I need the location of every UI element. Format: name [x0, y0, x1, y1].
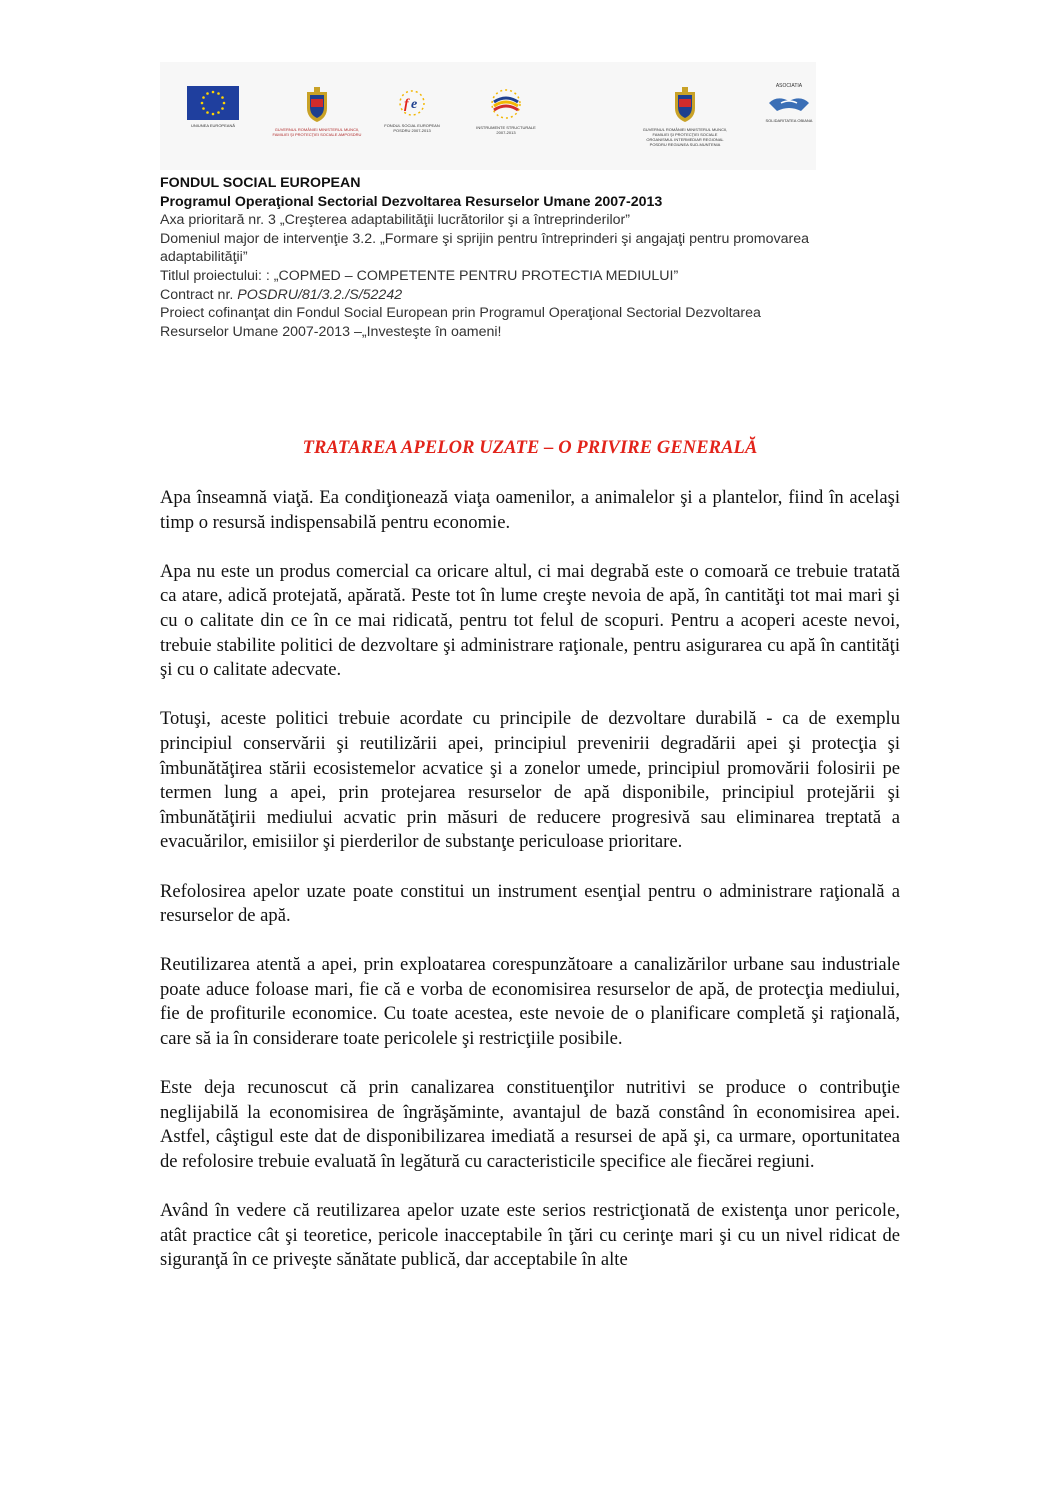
- romania-government-logo: [272, 86, 362, 137]
- cofinancing-line2: Resurselor Umane 2007-2013 –„Investeşte în oameni!: [160, 323, 502, 340]
- fse-logo: [382, 86, 442, 133]
- handshake-icon: [767, 91, 811, 115]
- romania-regional-caption: GUVERNUL ROMÂNIEI MINISTERUL MUNCII, FAMILIEI ŞI PROTECŢIEI SOCIALE ORGANISMUL INTERMEDIAR REGIONAL POSDRU REGIUNEA SUD-MUNTENIA: [642, 127, 728, 147]
- svg-text:e: e: [411, 97, 418, 112]
- fse-icon: [395, 86, 429, 120]
- fse-caption: FONDUL SOCIAL EUROPEAN POSDRU 2007-2013: [384, 123, 440, 133]
- structural-instruments-caption: INSTRUMENTE STRUCTURALE 2007-2013: [476, 125, 536, 135]
- paragraph: Apa nu este un produs comercial ca oricare altul, ci mai degrabă este o comoară ce trebuie tratată ca atare, adică protejată, apărată. Peste tot în lume creşte nevoia de apă, în cantităţi tot mai mari şi cu o calitate din ce în ce mai ridicată, pentru tot felul de scopuri. Pentru a acoperi aceste nevoi, trebuie stabilite politici de dezvoltare şi administrare raţionale, pentru asigurarea cu apă în cantităţi şi cu o calitate adecvate.: [160, 560, 900, 681]
- fund-name: FONDUL SOCIAL EUROPEAN: [160, 175, 361, 191]
- program-name: Programul Operaţional Sectorial Dezvoltarea Resurselor Umane 2007-2013: [160, 193, 663, 210]
- svg-text:f: f: [404, 97, 409, 112]
- eu-flag-caption: UNIUNEA EUROPEANĂ: [190, 123, 235, 128]
- intervention-domain-line1: Domeniul major de intervenţie 3.2. „Formare şi sprijin pentru întreprinderi şi angajaţi pentru promovarea: [160, 230, 809, 247]
- coat-of-arms-icon: [303, 86, 331, 124]
- document-body: [160, 486, 900, 1298]
- paragraph: Refolosirea apelor uzate poate constitui un instrument esenţial pentru o administrare raţională a resurselor de apă.: [160, 880, 900, 927]
- contract-label: Contract nr.: [160, 286, 238, 303]
- program-header: [160, 174, 920, 341]
- contract-number: POSDRU/81/3.2./S/52242: [237, 286, 403, 303]
- romania-regional-logo: [642, 86, 728, 147]
- contract-number-line: [160, 286, 920, 305]
- eu-flag-logo: [182, 86, 244, 128]
- paragraph: Apa înseamnă viaţă. Ea condiţionează viaţa oamenilor, a animalelor şi a plantelor, fiind în acelaşi timp o resursă indispensabilă pentru economie.: [160, 487, 900, 533]
- priority-axis: Axa prioritară nr. 3 „Creşterea adaptabilităţii lucrătorilor şi a întreprinderilor”: [160, 212, 630, 229]
- asociatia-caption: SOLIDARITATEA OBIANA: [765, 118, 813, 123]
- document-title: TRATAREA APELOR UZATE – O PRIVIRE GENERALĂ: [302, 438, 758, 458]
- paragraph: Totuşi, aceste politici trebuie acordate cu principile de dezvoltare durabilă - ca de exemplu principiul conservării şi reutilizării apei, principiul prevenirii degradării apei şi protecţia şi îmbunătăţirea stării ecosistemelor acvatice şi a zonelor umede, principiul promovării folosirii pe termen lung a apei, prin protejarea resurselor de apă disponibile, principiul protejării şi îmbunătăţirii mediului acvatic prin măsuri de reducere progresivă sau eliminarea treptată a evacuărilor, emisiilor şi pierderilor de substanţe periculoase prioritare.: [160, 708, 900, 853]
- intervention-domain-line2: adaptabilităţii”: [160, 249, 248, 266]
- structural-instruments-logo: [474, 86, 538, 135]
- project-title: Titlul proiectului: : „COPMED – COMPETENTE PENTRU PROTECTIA MEDIULUI”: [160, 267, 679, 284]
- cofinancing-line1: Proiect cofinanţat din Fondul Social European prin Programul Operaţional Sectorial Dezvoltarea: [160, 305, 761, 322]
- paragraph: Este deja recunoscut că prin canalizarea constituenţilor nutritivi se produce o contribuţie neglijabilă la economisirea de îngrăşăminte, avantajul de bază constând în economisirea apei. Astfel, câştigul este dat de disponibilizarea imediată a resursei de apă şi, ca urmare, oportunitatea de refolosire trebuie evaluată în legătură cu caracteristicile specifice ale fiecărei regiuni.: [160, 1077, 900, 1173]
- paragraph: Având în vedere că reutilizarea apelor uzate este serios restricţionată de existenţa unor pericole, atât practice cât şi teoretice, pericole inacceptabile în ţări cu cerinţe mari şi cu un nivel ridicat de siguranţă în ce priveşte sănătate publică, dar acceptabile în alte: [160, 1200, 900, 1271]
- structural-instruments-icon: [486, 86, 526, 122]
- romania-government-caption: GUVERNUL ROMÂNIEI MINISTERUL MUNCII, FAMILIEI ŞI PROTECŢIEI SOCIALE AMPOSDRU: [272, 127, 362, 137]
- eu-flag-icon: [187, 86, 239, 120]
- sponsor-logo-banner: [160, 62, 816, 170]
- paragraph: Reutilizarea atentă a apei, prin exploatarea corespunzătoare a canalizărilor urbane sau industriale poate aduce foloase mari, fie că e vorba de economisirea resurselor de apă, de protecţia mediului, fie de profiturile economice. Cu toate acestea, este nevoie de o planificare completă şi raţională, care să ia în considerare toate pericolele şi restricţiile posibile.: [160, 954, 900, 1050]
- asociatia-label: ASOCIATIA: [775, 83, 803, 89]
- asociatia-logo: [762, 84, 816, 123]
- coat-of-arms-icon: [671, 86, 699, 124]
